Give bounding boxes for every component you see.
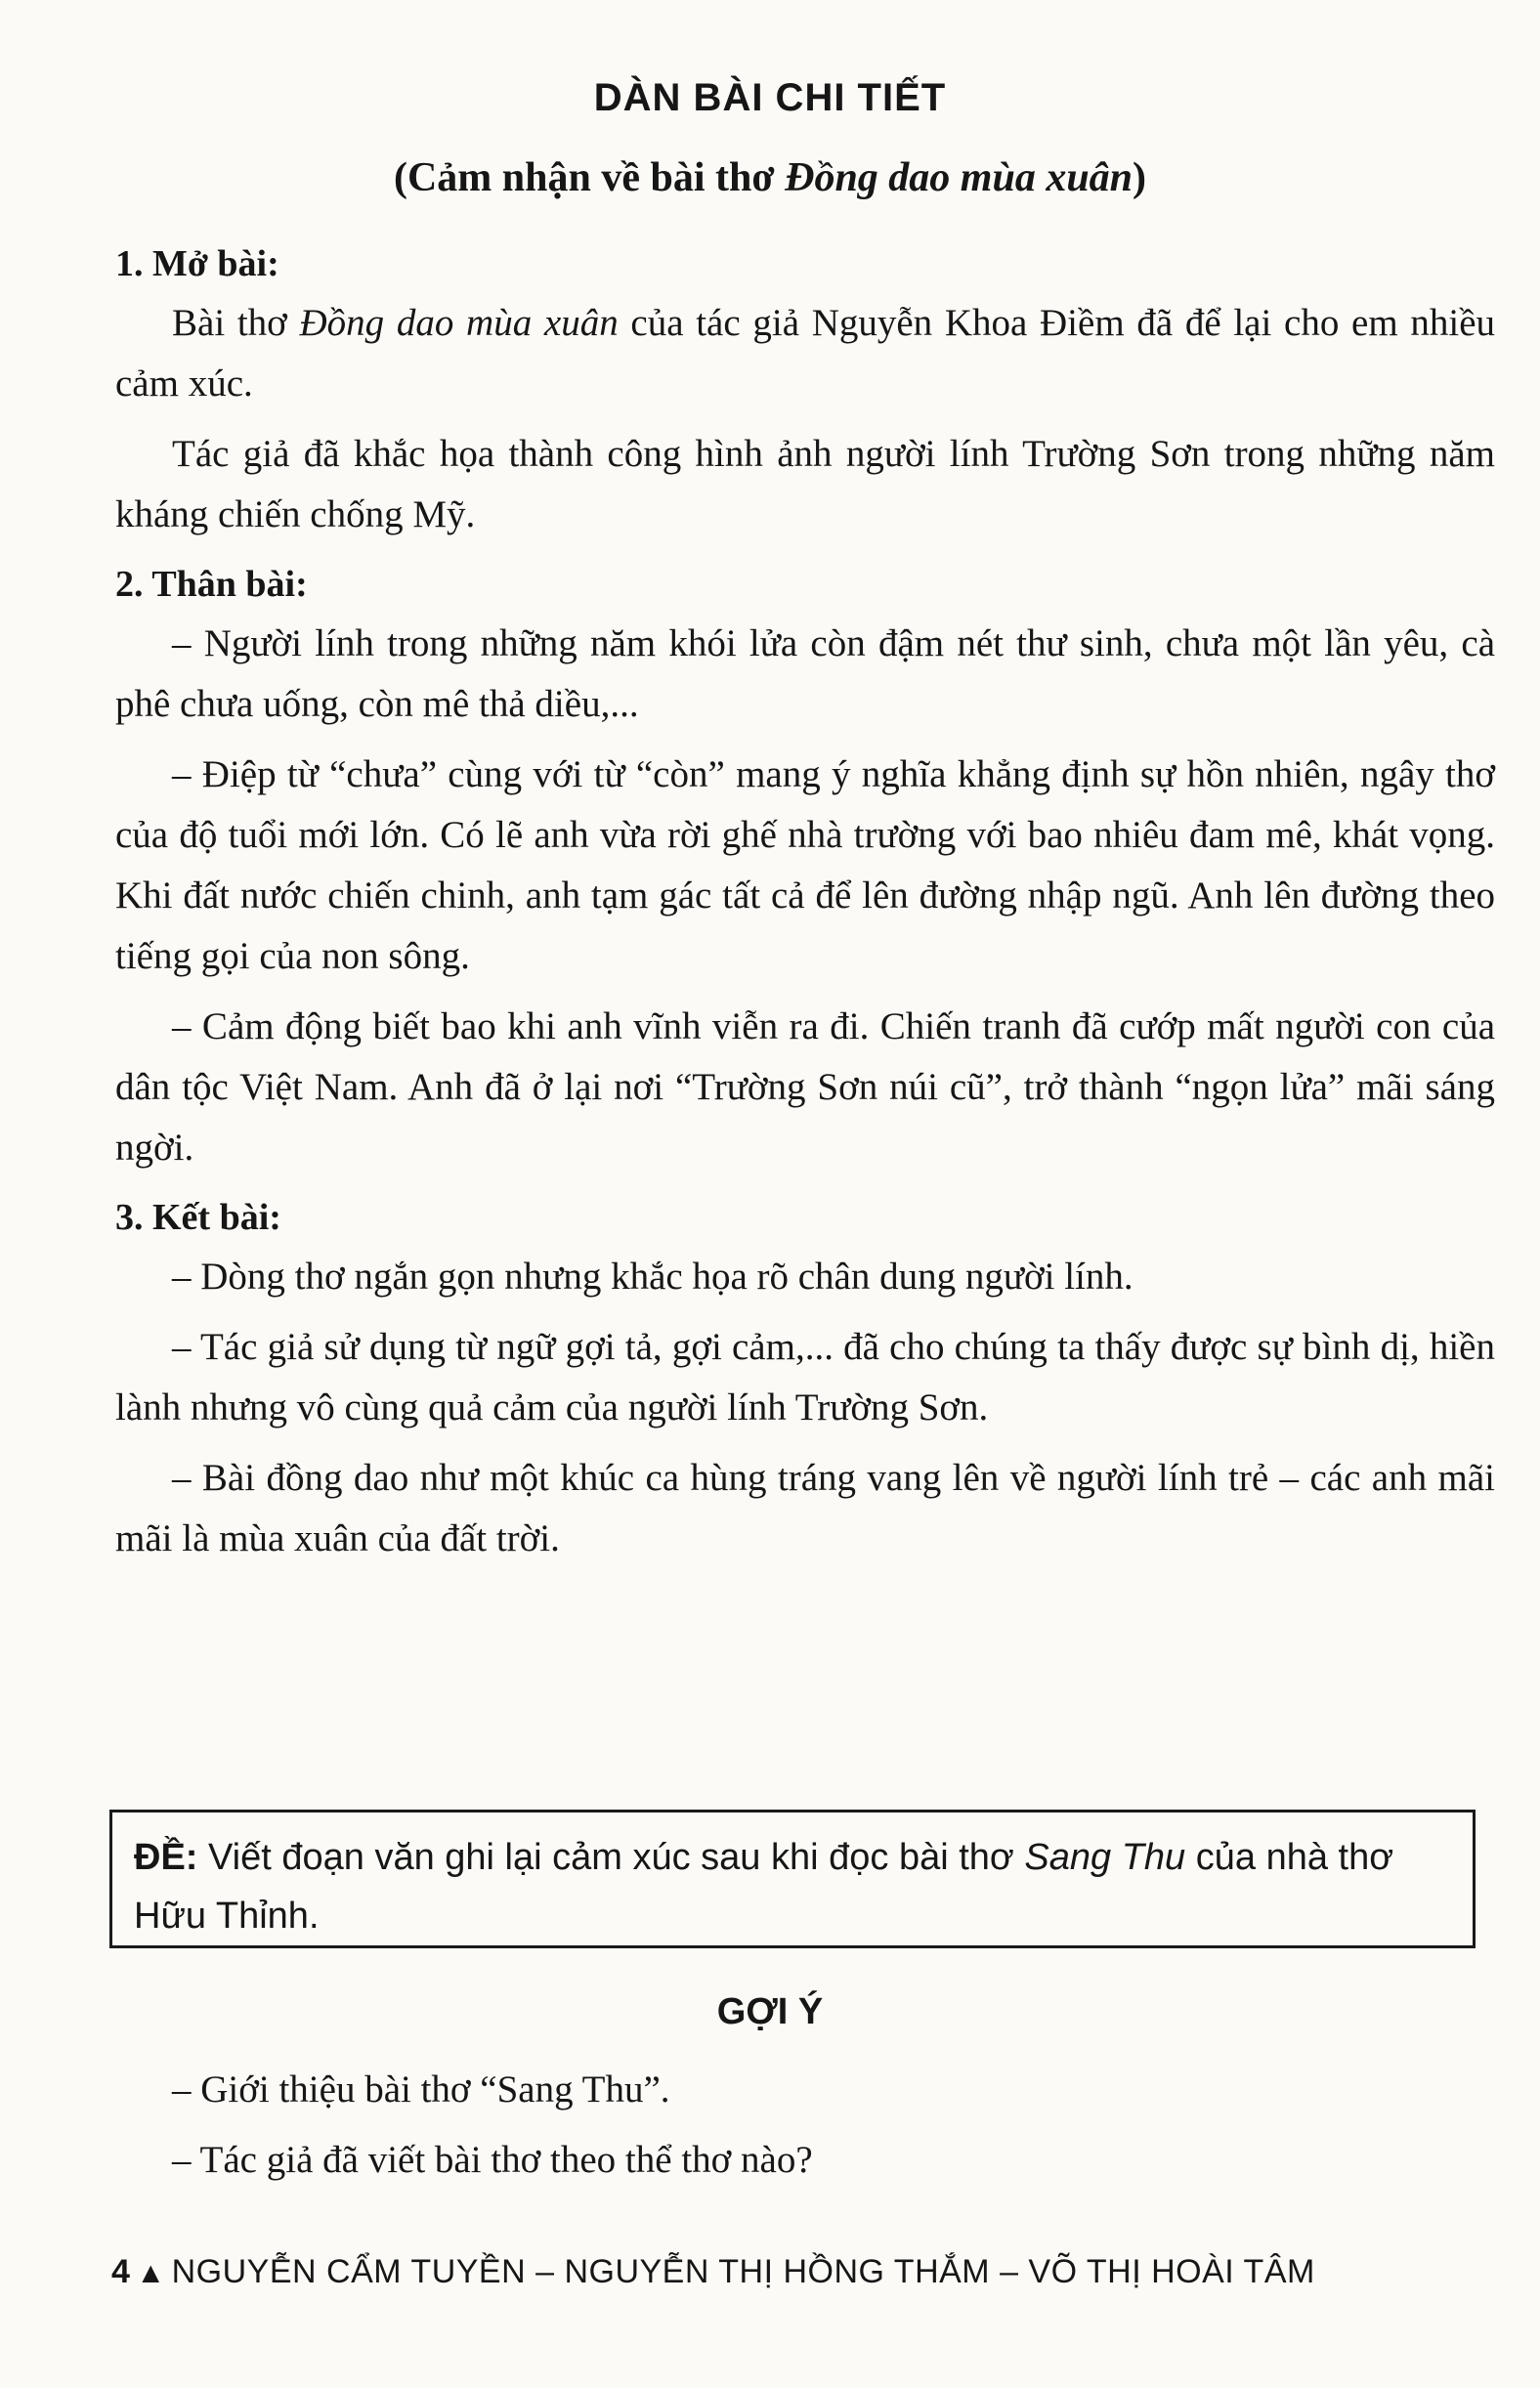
ket-bai-paragraph-3: – Bài đồng dao như một khúc ca hùng tráng vang lên về người lính trẻ – các anh mãi mãi là mùa xuân của đất trời. bbox=[115, 1457, 1495, 1559]
triangle-icon: ▲ bbox=[136, 2257, 166, 2289]
prompt-text-post: của nhà thơ Hữu Thỉnh. bbox=[134, 1837, 1394, 1937]
than-bai-paragraph-1: – Người lính trong những năm khói lửa còn đậm nét thư sinh, chưa một lần yêu, cà phê chưa uống, còn mê thả diều,... bbox=[115, 622, 1495, 725]
subtitle-pre: (Cảm nhận về bài thơ bbox=[393, 155, 786, 200]
prompt-text-pre: Viết đoạn văn ghi lại cảm xúc sau khi đọc bài thơ bbox=[197, 1837, 1025, 1878]
page-subtitle bbox=[0, 154, 1540, 201]
mo-bai-p1-pre: Bài thơ bbox=[172, 302, 300, 344]
hint-item: – Tác giả đã viết bài thơ theo thể thơ nào? bbox=[172, 2139, 813, 2181]
section-heading-ket-bai: 3. Kết bài: bbox=[115, 1197, 281, 1238]
prompt-label: ĐỀ: bbox=[134, 1837, 198, 1878]
hint-title: GỢI Ý bbox=[716, 1991, 824, 2032]
mo-bai-p1-post: của tác giả Nguyễn Khoa Điềm đã để lại cho em nhiều cảm xúc. bbox=[115, 302, 1495, 405]
than-bai-paragraph-3: – Cảm động biết bao khi anh vĩnh viễn ra đi. Chiến tranh đã cướp mất người con của dân tộc Việt Nam. Anh đã ở lại nơi “Trường Sơn núi cũ”, trở thành “ngọn lửa” mãi sáng ngời. bbox=[115, 1005, 1495, 1169]
subtitle-poem-title: Đồng dao mùa xuân bbox=[785, 155, 1134, 200]
than-bai-paragraph-2: – Điệp từ “chưa” cùng với từ “còn” mang ý nghĩa khẳng định sự hồn nhiên, ngây thơ của độ tuổi mới lớn. Có lẽ anh vừa rời ghế nhà trường với bao nhiêu đam mê, khát vọng. Khi đất nước chiến chinh, anh tạm gác tất cả để lên đường nhập ngũ. Anh lên đường theo tiếng gọi của non sông. bbox=[115, 753, 1495, 977]
section-heading-mo-bai: 1. Mở bài: bbox=[115, 243, 279, 284]
prompt-box bbox=[109, 1810, 1476, 1948]
mo-bai-paragraph-2: Tác giả đã khắc họa thành công hình ảnh người lính Trường Sơn trong những năm kháng chiến chống Mỹ. bbox=[115, 433, 1495, 535]
hint-item: – Giới thiệu bài thơ “Sang Thu”. bbox=[172, 2068, 670, 2111]
mo-bai-p1-poem-title: Đồng dao mùa xuân bbox=[299, 302, 619, 344]
page-number: 4 bbox=[111, 2253, 131, 2290]
prompt-poem-title: Sang Thu bbox=[1024, 1837, 1186, 1878]
ket-bai-paragraph-2: – Tác giả sử dụng từ ngữ gợi tả, gợi cảm,... đã cho chúng ta thấy được sự bình dị, hiền lành nhưng vô cùng quả cảm của người lính Trường Sơn. bbox=[115, 1326, 1495, 1429]
mo-bai-paragraph-1 bbox=[115, 293, 1495, 414]
page-title: DÀN BÀI CHI TIẾT bbox=[593, 76, 947, 119]
hint-list bbox=[115, 2060, 1495, 2200]
ket-bai-paragraph-1: – Dòng thơ ngắn gọn nhưng khắc họa rõ chân dung người lính. bbox=[172, 1256, 1134, 1298]
section-heading-than-bai: 2. Thân bài: bbox=[115, 564, 308, 605]
outline-content bbox=[115, 235, 1495, 1579]
footer-authors: NGUYỄN CẨM TUYỀN – NGUYỄN THỊ HỒNG THẮM – VÕ THỊ HOÀI TÂM bbox=[171, 2253, 1315, 2290]
subtitle-post: ) bbox=[1133, 155, 1147, 200]
page-footer bbox=[111, 2253, 1315, 2291]
